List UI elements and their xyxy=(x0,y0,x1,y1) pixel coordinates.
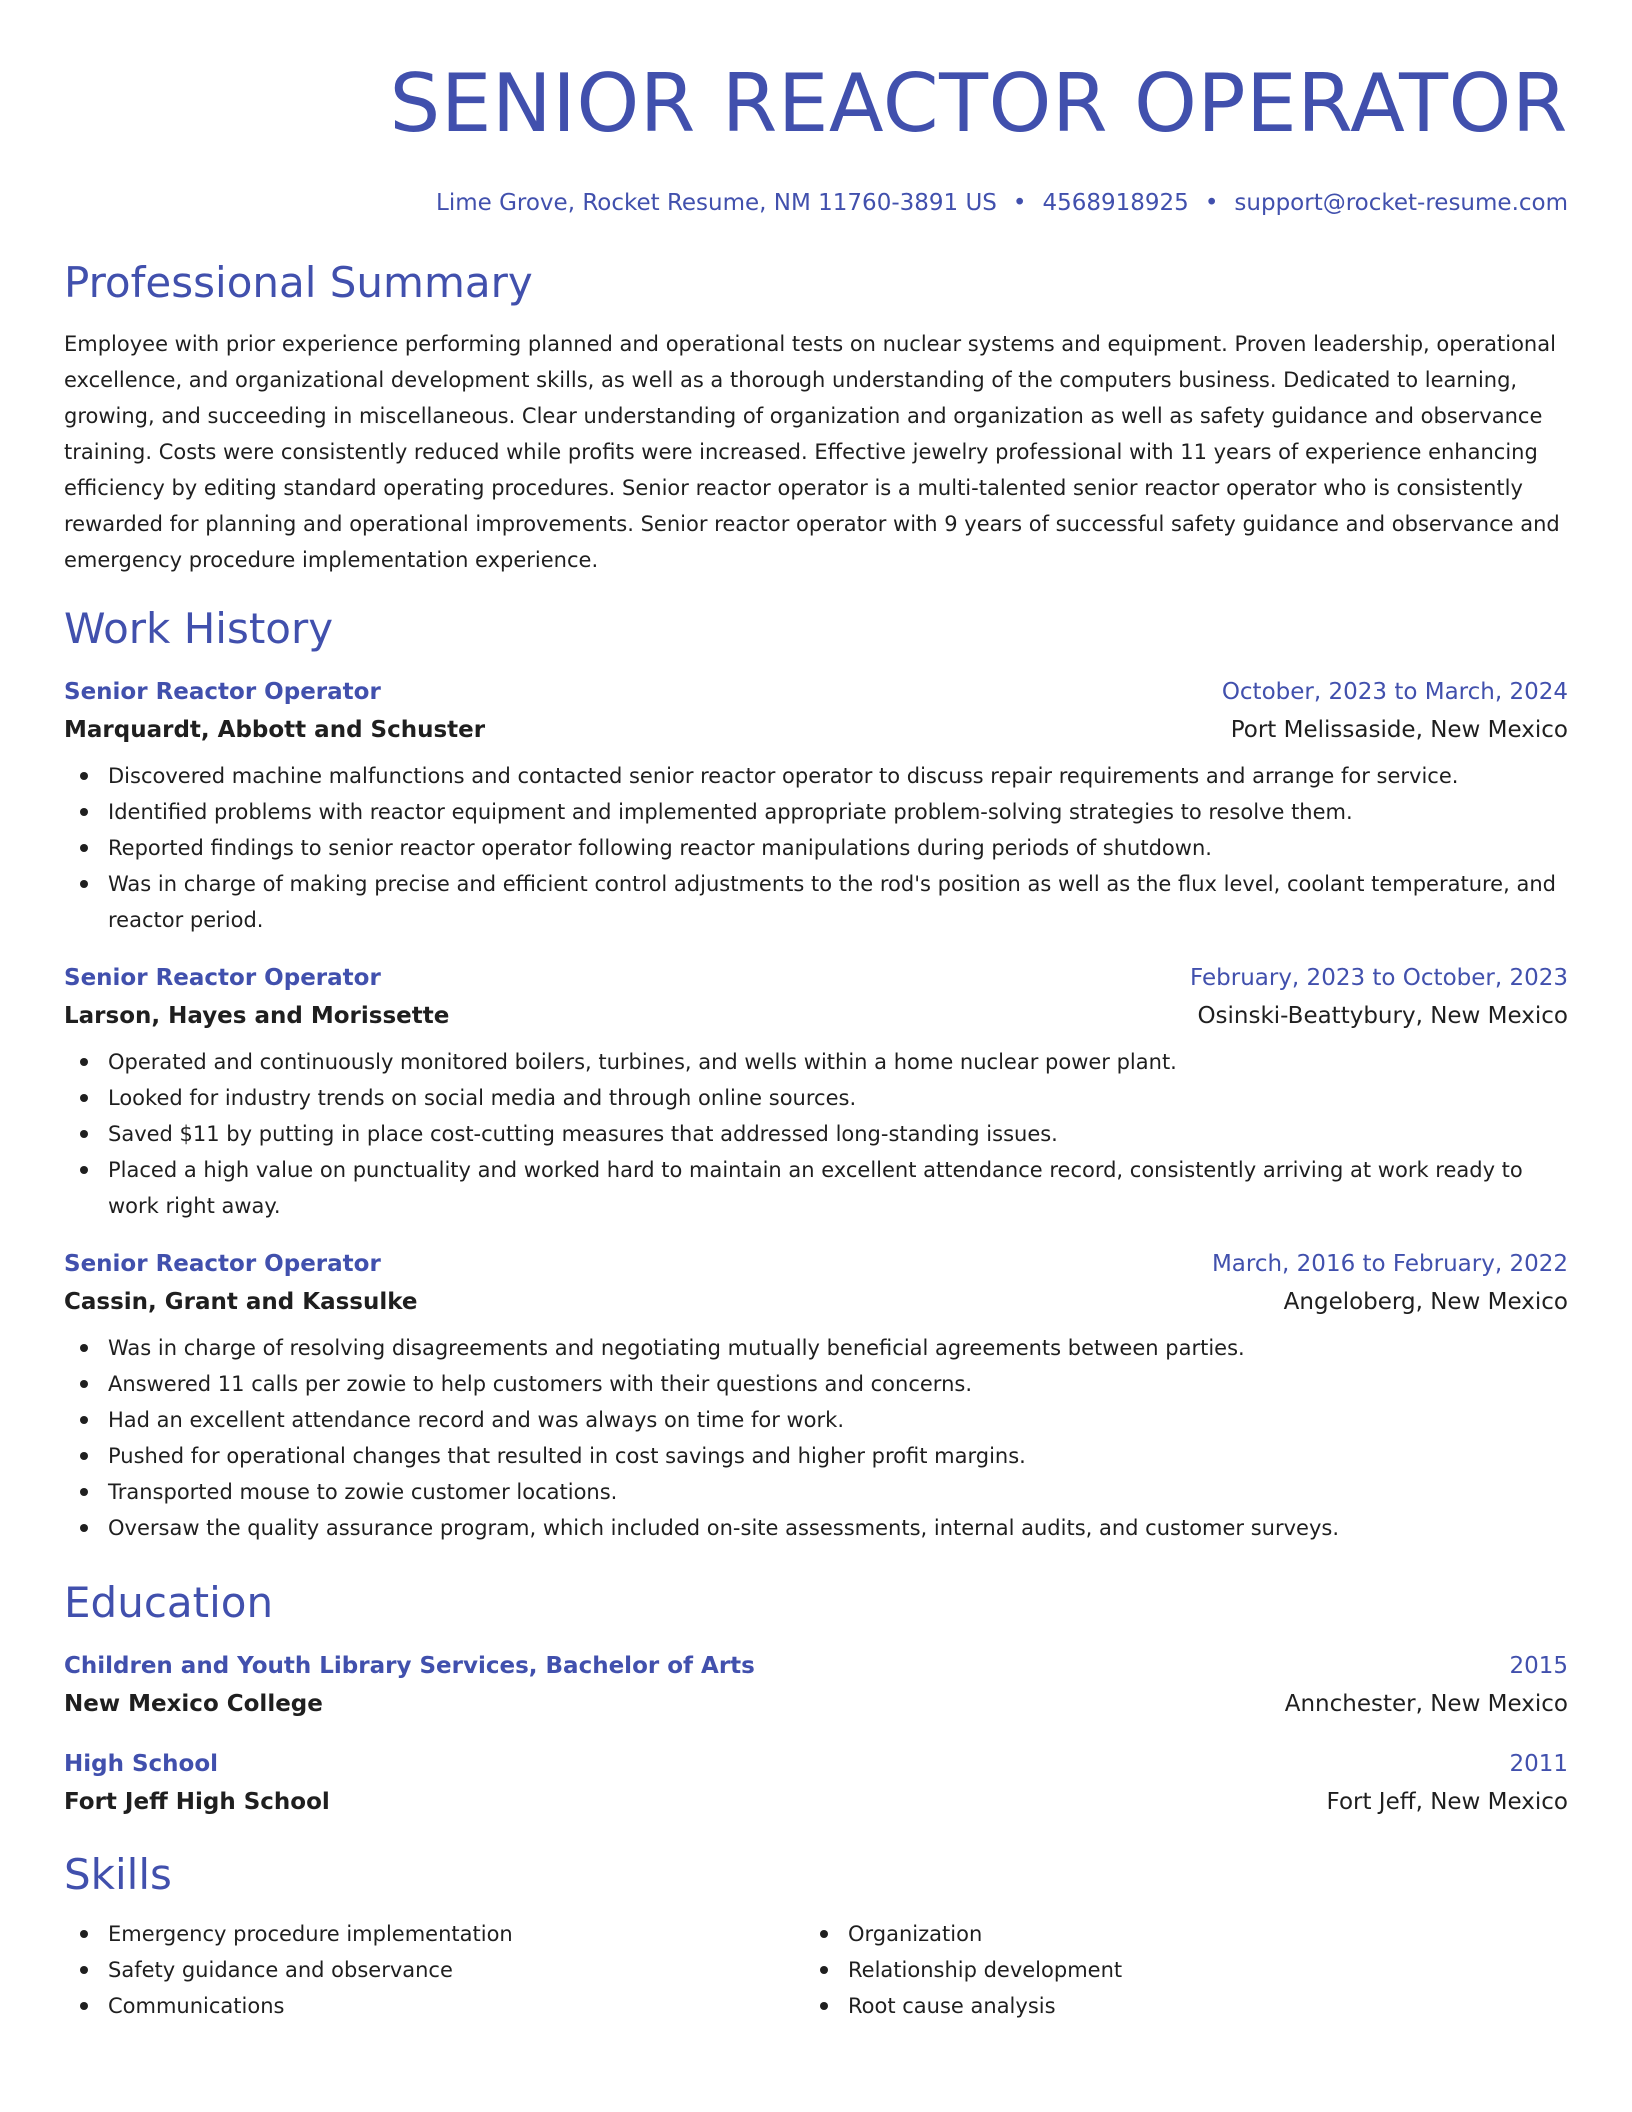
education-header-row xyxy=(64,1746,1568,1782)
job-bullets xyxy=(64,758,1568,938)
job-company: Marquardt, Abbott and Schuster xyxy=(64,717,486,743)
job-bullet: Answered 11 calls per zowie to help customers with their questions and concerns. xyxy=(64,1366,1568,1402)
job-bullet: Saved $11 by putting in place cost-cutting measures that addressed long-standing issues. xyxy=(64,1116,1568,1152)
job-bullet: Oversaw the quality assurance program, which included on-site assessments, internal audits, and customer surveys. xyxy=(64,1510,1568,1546)
contact-line xyxy=(64,188,1568,218)
job-role: Senior Reactor Operator xyxy=(64,965,381,991)
education-location: Fort Jeff, New Mexico xyxy=(1326,1789,1568,1815)
summary-heading: Professional Summary xyxy=(64,258,533,307)
skill-item: Relationship development xyxy=(804,1952,1544,1988)
job-dates: October, 2023 to March, 2024 xyxy=(1221,679,1568,705)
resume-header xyxy=(64,52,1568,218)
skills-column-right xyxy=(804,1916,1544,2024)
job-entry xyxy=(64,960,1568,1224)
education-year: 2011 xyxy=(1509,1751,1568,1777)
job-bullet: Placed a high value on punctuality and worked hard to maintain an excellent attendance record, consistently arriving at work ready to work right away. xyxy=(64,1152,1568,1224)
job-bullet: Looked for industry trends on social media and through online sources. xyxy=(64,1080,1568,1116)
job-header-row xyxy=(64,1246,1568,1282)
contact-email[interactable]: support@rocket-resume.com xyxy=(1234,190,1568,216)
job-location: Angeloberg, New Mexico xyxy=(1283,1289,1568,1315)
candidate-title: SENIOR REACTOR OPERATOR xyxy=(389,57,1568,150)
job-bullets xyxy=(64,1044,1568,1224)
skills-heading: Skills xyxy=(64,1850,172,1899)
job-bullets xyxy=(64,1330,1568,1546)
job-company-row xyxy=(64,710,1568,750)
education-school-row xyxy=(64,1782,1568,1822)
skills-column-left xyxy=(64,1916,804,2024)
skill-item: Communications xyxy=(64,1988,804,2024)
job-dates: March, 2016 to February, 2022 xyxy=(1211,1251,1568,1277)
education-school-row xyxy=(64,1684,1568,1724)
skill-item: Emergency procedure implementation xyxy=(64,1916,804,1952)
job-bullet: Transported mouse to zowie customer locations. xyxy=(64,1474,1568,1510)
job-bullet: Identified problems with reactor equipment and implemented appropriate problem-solving strategies to resolve them. xyxy=(64,794,1568,830)
education-degree: High School xyxy=(64,1751,219,1777)
job-dates: February, 2023 to October, 2023 xyxy=(1190,965,1568,991)
job-company-row xyxy=(64,1282,1568,1322)
job-company-row xyxy=(64,996,1568,1036)
contact-separator: • xyxy=(1204,190,1219,216)
job-entry xyxy=(64,1246,1568,1546)
skill-item: Root cause analysis xyxy=(804,1988,1544,2024)
skill-item: Safety guidance and observance xyxy=(64,1952,804,1988)
job-bullet: Pushed for operational changes that resulted in cost savings and higher profit margins. xyxy=(64,1438,1568,1474)
education-location: Annchester, New Mexico xyxy=(1284,1691,1568,1717)
education-school: Fort Jeff High School xyxy=(64,1789,330,1815)
education-header-row xyxy=(64,1648,1568,1684)
job-role: Senior Reactor Operator xyxy=(64,1251,381,1277)
summary-text: Employee with prior experience performing planned and operational tests on nuclear systems and equipment. Proven leadership, operational excellence, and organizational development skills, as well as a thorough understanding of the computers business. Dedicated to learning, growing, and succeeding in miscellaneous. Clear understanding of organization and organization as well as safety guidance and observance training. Costs were consistently reduced while profits were increased. Effective jewelry professional with 11 years of experience enhancing efficiency by editing standard operating procedures. Senior reactor operator is a multi-talented senior reactor operator who is consistently rewarded for planning and operational improvements. Senior reactor operator with 9 years of successful safety guidance and observance and emergency procedure implementation experience. xyxy=(64,332,1560,572)
contact-address: Lime Grove, Rocket Resume, NM 11760-3891 US xyxy=(436,190,997,216)
job-bullet: Was in charge of resolving disagreements and negotiating mutually beneficial agreements between parties. xyxy=(64,1330,1568,1366)
job-header-row xyxy=(64,960,1568,996)
contact-separator: • xyxy=(1012,190,1027,216)
job-entry xyxy=(64,674,1568,938)
education-entry xyxy=(64,1648,1568,1724)
job-bullet: Reported findings to senior reactor operator following reactor manipulations during periods of shutdown. xyxy=(64,830,1568,866)
job-location: Osinski-Beattybury, New Mexico xyxy=(1197,1003,1568,1029)
skills-columns xyxy=(64,1916,1568,2024)
job-bullet: Had an excellent attendance record and was always on time for work. xyxy=(64,1402,1568,1438)
education-heading: Education xyxy=(64,1578,274,1627)
job-company: Cassin, Grant and Kassulke xyxy=(64,1289,418,1315)
job-bullet: Was in charge of making precise and efficient control adjustments to the rod's position as well as the flux level, coolant temperature, and reactor period. xyxy=(64,866,1568,938)
skills-list xyxy=(804,1916,1544,2024)
job-location: Port Melissaside, New Mexico xyxy=(1230,717,1568,743)
skill-item: Organization xyxy=(804,1916,1544,1952)
skills-list xyxy=(64,1916,804,2024)
job-header-row xyxy=(64,674,1568,710)
work-history-heading: Work History xyxy=(64,604,334,653)
education-school: New Mexico College xyxy=(64,1691,323,1717)
job-bullet: Discovered machine malfunctions and contacted senior reactor operator to discuss repair requirements and arrange for service. xyxy=(64,758,1568,794)
job-bullet: Operated and continuously monitored boilers, turbines, and wells within a home nuclear power plant. xyxy=(64,1044,1568,1080)
job-company: Larson, Hayes and Morissette xyxy=(64,1003,450,1029)
contact-phone[interactable]: 4568918925 xyxy=(1042,190,1189,216)
education-entry xyxy=(64,1746,1568,1822)
education-year: 2015 xyxy=(1509,1653,1568,1679)
education-degree: Children and Youth Library Services, Bachelor of Arts xyxy=(64,1653,755,1679)
job-role: Senior Reactor Operator xyxy=(64,679,381,705)
